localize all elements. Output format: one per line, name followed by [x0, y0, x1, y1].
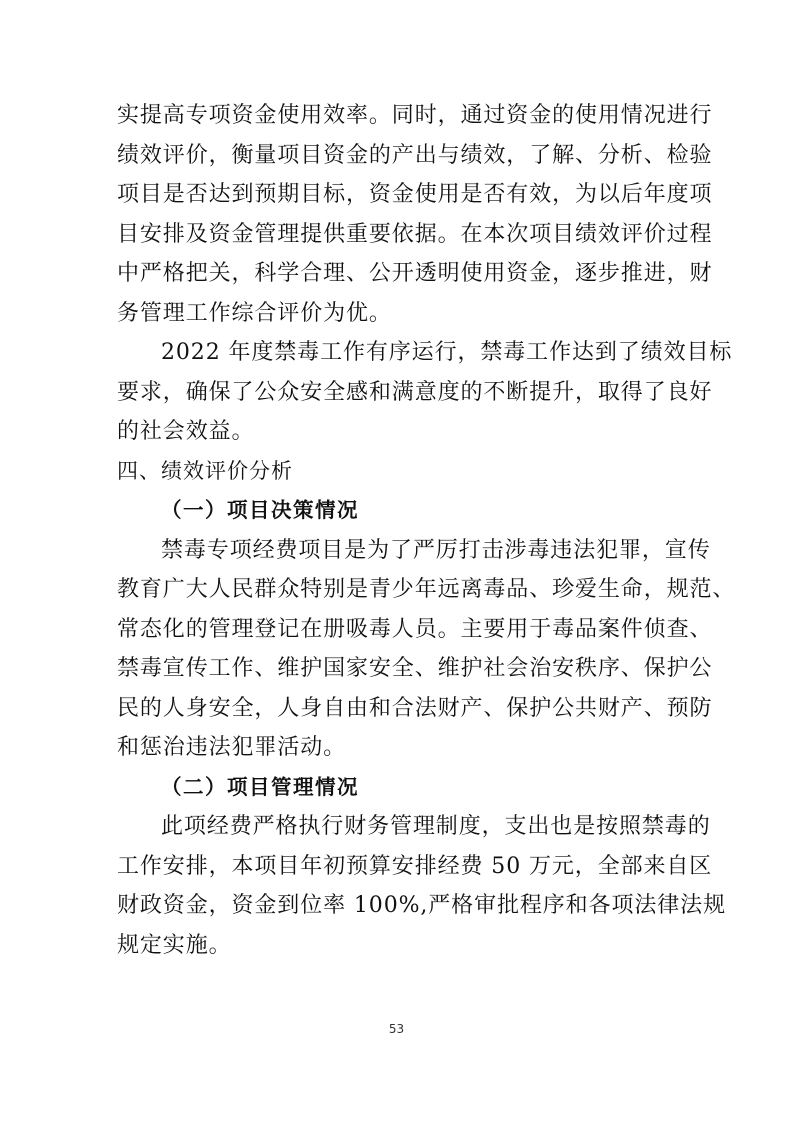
text-line: 的社会效益。 [117, 419, 255, 444]
text-line: 工作安排，本项目年初预算安排经费 50 万元，全部来自区 [117, 853, 713, 879]
text-line: 教育广大人民群众特别是青少年远离毒品、珍爱生命，规范、 [117, 577, 736, 602]
page-number: 53 [388, 1022, 405, 1036]
text-line: 常态化的管理登记在册吸毒人员。主要用于毒品案件侦查、 [117, 616, 713, 642]
text-line: 务管理工作综合评价为优。 [117, 300, 392, 326]
paragraph-project-management [117, 807, 726, 965]
paragraph-anti-drug-2022 [117, 333, 733, 452]
paragraph-project-decision [117, 531, 736, 768]
text-line: 要求，确保了公众安全感和满意度的不断提升，取得了良好 [117, 379, 713, 405]
text-line: 实提高专项资金使用效率。同时，通过资金的使用情况进行 [117, 103, 713, 128]
text-line: 禁毒专项经费项目是为了严厉打击涉毒违法犯罪，宣传 [161, 537, 711, 563]
document-page [117, 96, 736, 965]
text-line: 民的人身安全，人身自由和合法财产、保护公共财产、预防 [117, 695, 713, 721]
text-line: 2022 年度禁毒工作有序运行，禁毒工作达到了绩效目标 [161, 340, 733, 365]
text-line: 目安排及资金管理提供重要依据。在本次项目绩效评价过程 [117, 221, 713, 247]
text-line: 中严格把关，科学合理、公开透明使用资金，逐步推进，财 [117, 261, 713, 286]
subsection-heading-project-management: （二）项目管理情况 [161, 774, 359, 799]
text-line: 规定实施。 [117, 932, 232, 958]
text-line: 和惩治违法犯罪活动。 [117, 735, 347, 760]
text-line: 绩效评价，衡量项目资金的产出与绩效，了解、分析、检验 [117, 142, 713, 168]
text-line: 此项经费严格执行财务管理制度，支出也是按照禁毒的 [161, 814, 711, 839]
text-line: 项目是否达到预期目标，资金使用是否有效，为以后年度项 [117, 182, 713, 207]
section-heading-performance-analysis: 四、绩效评价分析 [117, 458, 293, 483]
text-line: 财政资金，资金到位率 100%,严格审批程序和各项法律法规 [117, 893, 726, 918]
subsection-heading-project-decision: （一）项目决策情况 [161, 498, 359, 522]
paragraph-fund-efficiency [117, 96, 713, 333]
text-line: 禁毒宣传工作、维护国家安全、维护社会治安秩序、保护公 [117, 656, 713, 681]
